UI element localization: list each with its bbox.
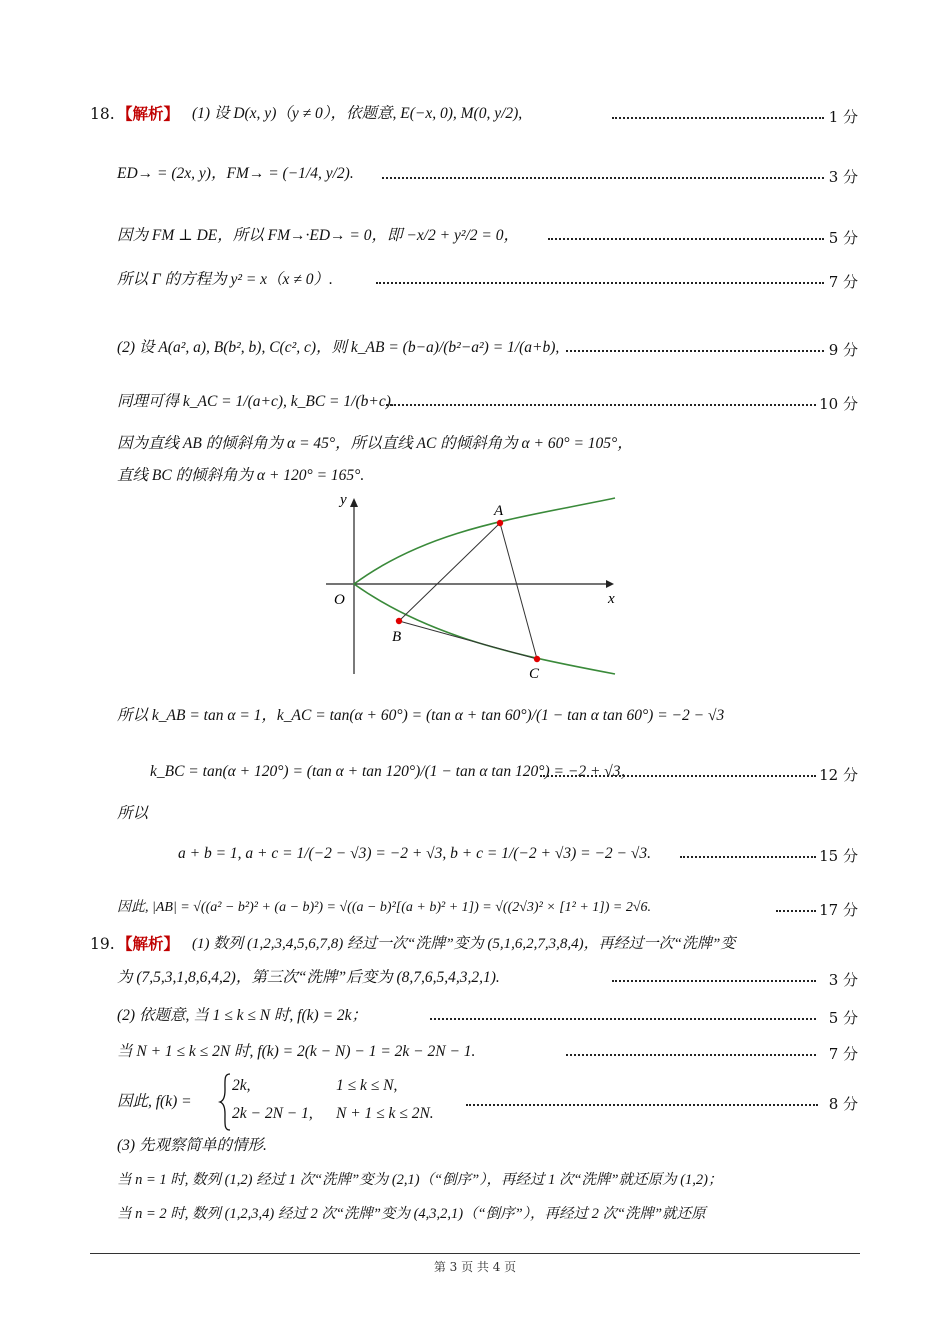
q19-line2: 为 (7,5,3,1,8,6,4,2)，第三次“洗牌”后变为 (8,7,6,5,4,3,2,1). (117, 969, 500, 986)
q18-line8: 直线 BC 的倾斜角为 α + 120° = 165°. (117, 467, 365, 484)
origin-label: O (334, 592, 345, 608)
score-q18-1: 1 分 (828, 108, 858, 126)
point-a-label: A (494, 503, 504, 519)
parabola-curve (354, 498, 615, 674)
score-q18-6: 10 分 (819, 395, 858, 413)
x-axis-arrow (606, 580, 614, 588)
point-b (396, 618, 402, 624)
point-c-label: C (529, 666, 540, 682)
q18-line4: 所以 Γ 的方程为 y² = x（x ≠ 0）. (117, 271, 333, 288)
dot-leader (540, 775, 816, 777)
point-b-label: B (392, 629, 402, 645)
dot-leader (430, 1018, 816, 1020)
q18-line5: (2) 设 A(a², a), B(b², b), C(c², c)，则 k_AB = (b−a)/(b²−a²) = 1/(a+b), (117, 339, 560, 356)
score-q18-12: 15 分 (819, 847, 858, 865)
q18-line9: 所以 k_AB = tan α = 1，k_AC = tan(α + 60°) = (tan α + tan 60°)/(1 − tan α tan 60°) = −2 − √3 (117, 707, 725, 724)
q19-line3: (2) 依题意, 当 1 ≤ k ≤ N 时, f(k) = 2k； (117, 1007, 368, 1024)
score-q18-10: 12 分 (819, 766, 858, 784)
score-q18-3: 5 分 (828, 229, 858, 247)
q19-number: 19. (90, 935, 115, 953)
segment-ab (399, 523, 500, 621)
q19-piece1-cond: 1 ≤ k ≤ N, (336, 1077, 398, 1094)
q19-line1: (1) 数列 (1,2,3,4,5,6,7,8) 经过一次“洗牌”变为 (5,1,6,2,7,3,8,4)，再经过一次“洗牌”变 (192, 936, 736, 952)
q18-tag: 【解析】 (117, 104, 180, 123)
page-footer: 第 3 页 共 4 页 (433, 1260, 517, 1274)
q18-line7: 因为直线 AB 的倾斜角为 α = 45°，所以直线 AC 的倾斜角为 α + 60° = 105°， (117, 435, 633, 452)
footer-divider (90, 1253, 860, 1254)
q19-line7: 当 n = 1 时, 数列 (1,2) 经过 1 次“洗牌”变为 (2,1)（“倒序”），再经过 1 次“洗牌”就还原为 (1,2)； (117, 1172, 723, 1188)
q19-piece1-expr: 2k, (232, 1077, 251, 1094)
score-q18-2: 3 分 (828, 168, 858, 186)
dot-leader (612, 117, 824, 119)
score-q18-13: 17 分 (819, 901, 858, 919)
dot-leader (776, 910, 816, 912)
score-q19-4: 7 分 (828, 1045, 858, 1063)
segment-bc (399, 621, 537, 659)
score-q18-5: 9 分 (828, 341, 858, 359)
q19-line5-lhs: 因此, f(k) = (117, 1093, 192, 1110)
q18-line6: 同理可得 k_AC = 1/(a+c), k_BC = 1/(b+c). (117, 393, 395, 410)
segment-ac (500, 523, 537, 659)
parabola-figure (310, 488, 630, 688)
q19-piece2-cond: N + 1 ≤ k ≤ 2N. (336, 1105, 434, 1122)
q19-piece2-expr: 2k − 2N − 1, (232, 1105, 313, 1122)
q19-line6: (3) 先观察简单的情形. (117, 1137, 267, 1154)
dot-leader (386, 404, 816, 406)
point-c (534, 656, 540, 662)
dot-leader (376, 282, 824, 284)
q18-line10: k_BC = tan(α + 120°) = (tan α + tan 120°)/(1 − tan α tan 120°) = −2 + √3， (150, 763, 637, 780)
score-q19-2: 3 分 (828, 971, 858, 989)
piecewise-brace (218, 1072, 232, 1132)
q18-line3: 因为 FM ⊥ DE，所以 FM→·ED→ = 0，即 −x/2 + y²/2 = 0， (117, 227, 520, 244)
point-a (497, 520, 503, 526)
dot-leader (466, 1104, 818, 1106)
q18-line1: (1) 设 D(x, y)（y ≠ 0），依题意, E(−x, 0), M(0, y/2), (192, 105, 523, 122)
q18-number: 18. (90, 105, 115, 123)
q18-line13: 因此, |AB| = √((a² − b²)² + (a − b)²) = √((a − b)²[(a + b)² + 1]) = √((2√3)² × [1² + 1]) = 2√6. (117, 900, 652, 915)
q19-line4: 当 N + 1 ≤ k ≤ 2N 时, f(k) = 2(k − N) − 1 = 2k − 2N − 1. (117, 1043, 476, 1060)
score-q18-4: 7 分 (828, 273, 858, 291)
dot-leader (566, 1054, 816, 1056)
q18-line2: ED→ = (2x, y)，FM→ = (−1/4, y/2). (117, 165, 354, 182)
q19-tag: 【解析】 (117, 934, 180, 953)
dot-leader (548, 238, 824, 240)
y-axis-arrow (350, 498, 358, 507)
score-q19-5: 8 分 (828, 1095, 858, 1113)
y-axis-label: y (340, 492, 347, 508)
dot-leader (612, 980, 816, 982)
q18-line11: 所以 (117, 805, 149, 822)
x-axis-label: x (608, 591, 615, 607)
dot-leader (680, 856, 816, 858)
dot-leader (566, 350, 824, 352)
q18-line12: a + b = 1, a + c = 1/(−2 − √3) = −2 + √3, b + c = 1/(−2 + √3) = −2 − √3. (178, 845, 652, 862)
score-q19-3: 5 分 (828, 1009, 858, 1027)
q19-line8: 当 n = 2 时, 数列 (1,2,3,4) 经过 2 次“洗牌”变为 (4,3,2,1)（“倒序”），再经过 2 次“洗牌”就还原 (117, 1206, 706, 1222)
dot-leader (382, 177, 824, 179)
